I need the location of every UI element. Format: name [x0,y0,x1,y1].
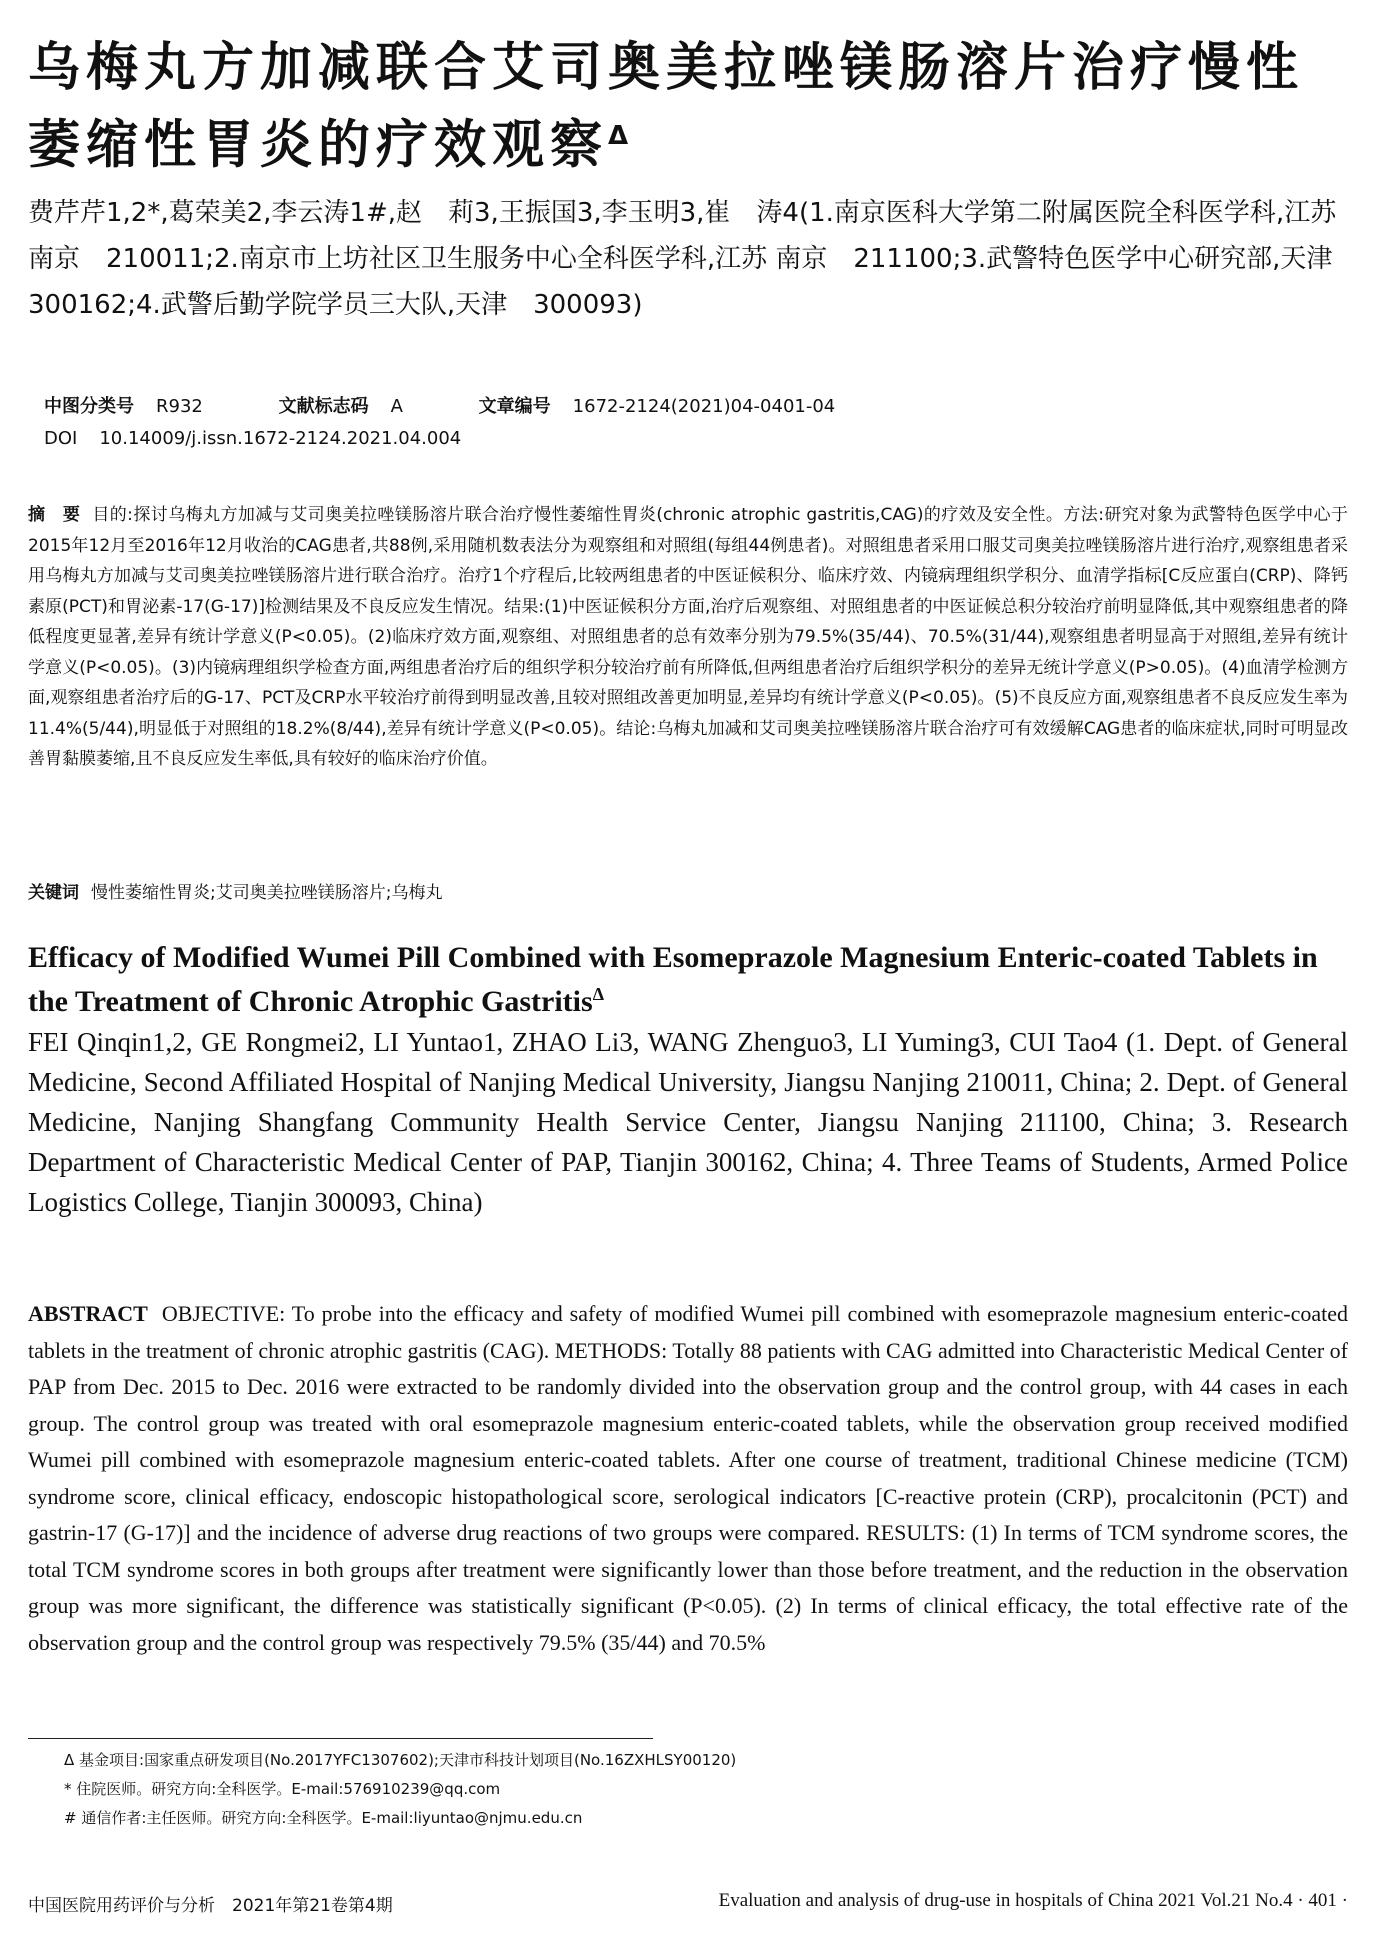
authors-affiliations-en: FEI Qinqin1,2, GE Rongmei2, LI Yuntao1, ZHAO Li3, WANG Zhenguo3, LI Yuming3, CUI Tao4 (1. Dept. of General Medicine, Second Affiliated Hospital of Nanjing Medical University, Jiangsu Nanjing 210011, China; 2. Dept. of General Medicine, Nanjing Shangfang Community Health Service Center, Jiangsu Nanjing 211100, China; 3. Research Department of Characteristic Medical Center of PAP, Tianjin 300162, China; 4. Three Teams of Students, Armed Police Logistics College, Tianjin 300093, China) [28,1027,1348,1217]
doc-code-value: A [390,396,403,417]
title-en-text: Efficacy of Modified Wumei Pill Combined with Esomeprazole Magnesium Enteric-coated Tablets in the Treatment of Chronic Atrophic Gastritis [28,941,1318,1018]
abstract-cn-label: 摘 要 [28,505,81,525]
classification-line [44,392,835,418]
abstract-cn-text: 目的:探讨乌梅丸方加减与艾司奥美拉唑镁肠溶片联合治疗慢性萎缩性胃炎(chronic atrophic gastritis,CAG)的疗效及安全性。方法:研究对象为武警特色医学中心于2015年12月至2016年12月收治的CAG患者,共88例,采用随机数表法分为观察组和对照组(每组44例患者)。对照组患者采用口服艾司奥美拉唑镁肠溶片进行治疗,观察组患者采用乌梅丸方加减与艾司奥美拉唑镁肠溶片进行联合治疗。治疗1个疗程后,比较两组患者的中医证候积分、临床疗效、内镜病理组织学积分、血清学指标[C反应蛋白(CRP)、降钙素原(PCT)和胃泌素-17(G-17)]检测结果及不良反应发生情况。结果:(1)中医证候积分方面,治疗后观察组、对照组患者的中医证候总积分较治疗前明显降低,其中观察组患者的降低程度更显著,差异有统计学意义(P<0.05)。(2)临床疗效方面,观察组、对照组患者的总有效率分别为79.5%(35/44)、70.5%(31/44),观察组患者明显高于对照组,差异有统计学意义(P<0.05)。(3)内镜病理组织学检查方面,两组患者治疗后的组织学积分较治疗前有所降低,但两组患者治疗后组织学积分的差异无统计学意义(P>0.05)。(4)血清学检测方面,观察组患者治疗后的G-17、PCT及CRP水平较治疗前得到明显改善,且较对照组改善更加明显,差异均有统计学意义(P<0.05)。(5)不良反应方面,观察组患者不良反应发生率为11.4%(5/44),明显低于对照组的18.2%(8/44),差异有统计学意义(P<0.05)。结论:乌梅丸加减和艾司奥美拉唑镁肠溶片联合治疗可有效缓解CAG患者的临床症状,同时可明显改善胃黏膜萎缩,且不良反应发生率低,具有较好的临床治疗价值。 [28,505,1349,769]
title-en-fund-mark: Δ [592,984,604,1004]
doi-line [44,428,461,449]
abstract-en-text: OBJECTIVE: To probe into the efficacy and safety of modified Wumei pill combined with esomeprazole magnesium enteric-coated tablets in the treatment of chronic atrophic gastritis (CAG). METHODS: Totally 88 patients with CAG admitted into Characteristic Medical Center of PAP from Dec. 2015 to Dec. 2016 were extracted to be randomly divided into the observation group and the control group, with 44 cases in each group. The control group was treated with oral esomeprazole magnesium enteric-coated tablets, while the observation group received modified Wumei pill combined with esomeprazole magnesium enteric-coated tablets. After one course of treatment, traditional Chinese medicine (TCM) syndrome score, clinical efficacy, endoscopic histopathological score, serological indicators [C-reactive protein (CRP), procalcitonin (PCT) and gastrin-17 (G-17)] and the incidence of adverse drug reactions of two groups were compared. RESULTS: (1) In terms of TCM syndrome scores, the total TCM syndrome scores in both groups after treatment were significantly lower than those before treatment, and the reduction in the observation group was more significant, the difference was statistically significant (P<0.05). (2) In terms of clinical efficacy, the total effective rate of the observation group and the control group was respectively 79.5% (35/44) and 70.5% [28,1301,1348,1655]
title-cn-text: 乌梅丸方加减联合艾司奥美拉唑镁肠溶片治疗慢性萎缩性胃炎的疗效观察 [28,38,1305,176]
keywords-cn-text: 慢性萎缩性胃炎;艾司奥美拉唑镁肠溶片;乌梅丸 [91,883,443,903]
title-en [28,940,1348,1020]
doi-value: 10.14009/j.issn.1672-2124.2021.04.004 [99,428,462,449]
keywords-cn-label: 关键词 [28,883,79,903]
abstract-cn [28,500,1348,775]
abstract-en [28,1296,1348,1661]
article-no-label: 文章编号 [478,396,551,417]
clc-value: R932 [156,396,203,417]
clc-label: 中图分类号 [44,396,134,417]
footnotes [64,1746,736,1833]
title-cn [28,34,1348,179]
footnote-rule [28,1738,653,1739]
title-cn-fund-mark: Δ [608,121,635,151]
journal-footer-cn: 中国医院用药评价与分析 2021年第21卷第4期 [28,1896,393,1916]
footnote-corresponding-author: # 通信作者:主任医师。研究方向:全科医学。E-mail:liyuntao@njmu.edu.cn [64,1809,583,1827]
footnote-fund: Δ 基金项目:国家重点研发项目(No.2017YFC1307602);天津市科技计划项目(No.16ZXHLSY00120) [64,1751,737,1769]
doc-code-label: 文献标志码 [278,396,369,417]
authors-affiliations-cn: 费芹芹1,2*,葛荣美2,李云涛1#,赵 莉3,王振国3,李玉明3,崔 涛4(1.南京医科大学第二附属医院全科医学科,江苏 南京 210011;2.南京市上坊社区卫生服务中心全科医学科,江苏 南京 211100;3.武警特色医学中心研究部,天津 300162;4.武警后勤学院学员三大队,天津 300093) [28,198,1359,320]
abstract-en-label: ABSTRACT [28,1301,148,1326]
article-no-value: 1672-2124(2021)04-0401-04 [572,396,836,417]
footnote-first-author: * 住院医师。研究方向:全科医学。E-mail:576910239@qq.com [64,1780,501,1798]
journal-footer-en: Evaluation and analysis of drug-use in hospitals of China 2021 Vol.21 No.4 · 401 · [718,1890,1348,1911]
keywords-cn [28,878,442,903]
doi-label: DOI [44,428,78,449]
